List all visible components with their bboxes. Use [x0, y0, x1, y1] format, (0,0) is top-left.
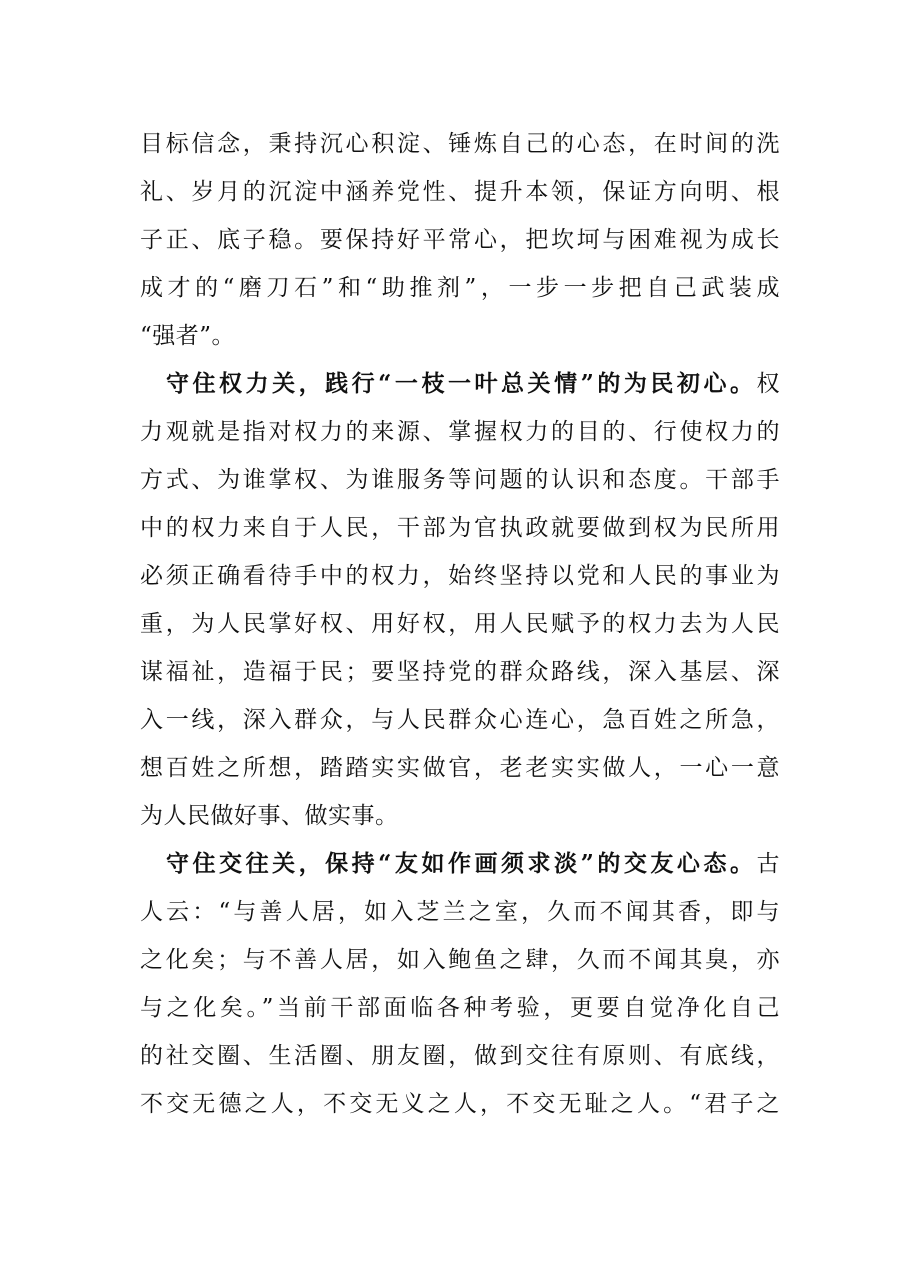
paragraph-2-line-10: 为人民做好事、做实事。 — [140, 803, 399, 829]
paragraph-1-line-5: “强者”。 — [140, 323, 236, 349]
paragraph-2-line-2: 力观就是指对权力的来源、掌握权力的目的、行使权力的 — [140, 419, 780, 445]
paragraph-2-first-line — [166, 366, 780, 402]
paragraph-3-lead: 守住交往关，保持“友如作画须求淡”的交友心态。 — [166, 850, 757, 877]
paragraph-2-line-7: 谋福祉，造福于民；要坚持党的群众路线，深入基层、深 — [140, 659, 780, 685]
paragraph-1-line-1: 目标信念，秉持沉心积淀、锤炼自己的心态，在时间的洗 — [140, 131, 780, 157]
paragraph-2-line-9: 想百姓之所想，踏踏实实做官，老老实实做人，一心一意 — [140, 755, 780, 781]
paragraph-2-line-4: 中的权力来自于人民，干部为官执政就要做到权为民所用 — [140, 515, 780, 541]
paragraph-2-line-3: 方式、为谁掌权、为谁服务等问题的认识和态度。干部手 — [140, 467, 780, 493]
paragraph-3-line-3: 之化矣；与不善人居，如入鲍鱼之肆，久而不闻其臭，亦 — [140, 947, 780, 973]
paragraph-2-first-rest: 权 — [756, 371, 780, 397]
paragraph-1-line-2: 礼、岁月的沉淀中涵养党性、提升本领，保证方向明、根 — [140, 179, 780, 205]
paragraph-1-line-4: 成才的“磨刀石”和“助推剂”，一步一步把自己武装成 — [140, 275, 780, 301]
paragraph-2-lead: 守住权力关，践行“一枝一叶总关情”的为民初心。 — [166, 370, 757, 397]
paragraph-2-line-6: 重，为人民掌好权、用好权，用人民赋予的权力去为人民 — [140, 611, 780, 637]
paragraph-3-line-4: 与之化矣。”当前干部面临各种考验，更要自觉净化自己 — [140, 995, 780, 1021]
paragraph-2-line-8: 入一线，深入群众，与人民群众心连心，急百姓之所急， — [140, 707, 780, 733]
paragraph-2-line-5: 必须正确看待手中的权力，始终坚持以党和人民的事业为 — [140, 563, 780, 589]
paragraph-3-first-rest: 古 — [756, 851, 780, 877]
paragraph-3-line-6: 不交无德之人，不交无义之人，不交无耻之人。“君子之 — [140, 1091, 780, 1117]
paragraph-3-first-line — [166, 846, 780, 882]
paragraph-3-line-2: 人云：“与善人居，如入芝兰之室，久而不闻其香，即与 — [140, 899, 780, 925]
paragraph-1-line-3: 子正、底子稳。要保持好平常心，把坎坷与困难视为成长 — [140, 227, 780, 253]
paragraph-3-line-5: 的社交圈、生活圈、朋友圈，做到交往有原则、有底线， — [140, 1043, 780, 1069]
